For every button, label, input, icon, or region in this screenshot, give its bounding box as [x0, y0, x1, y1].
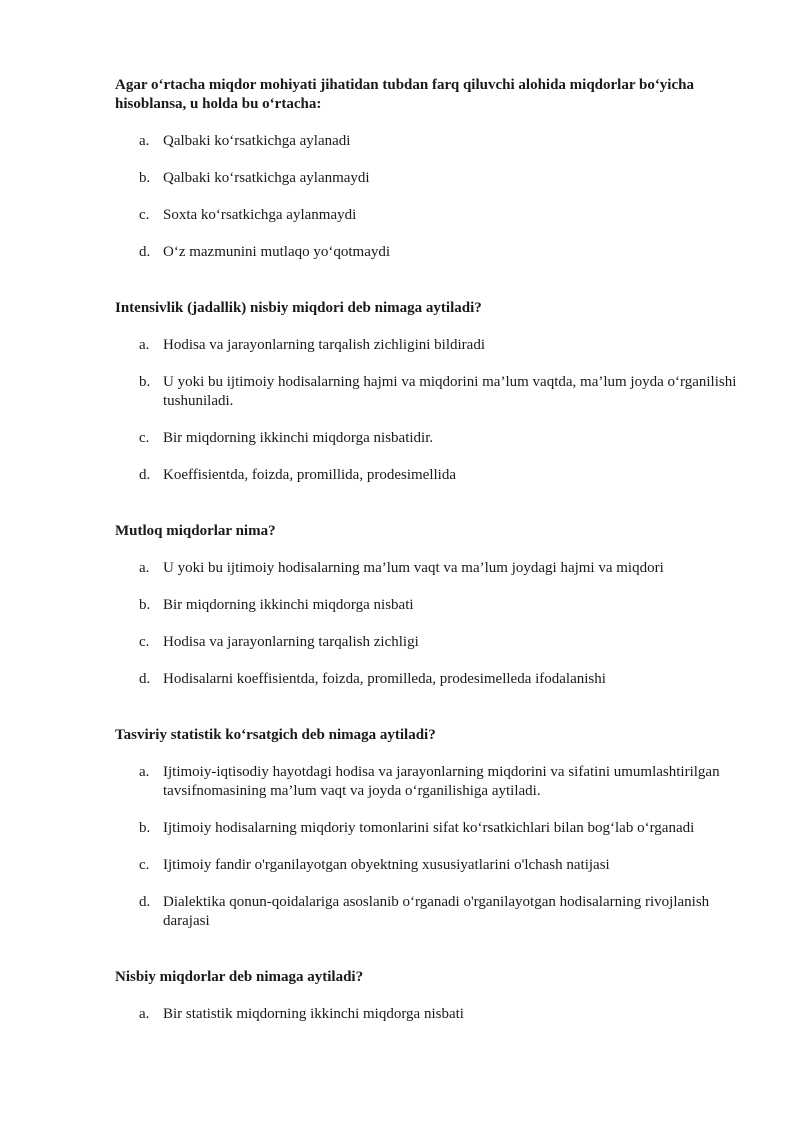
option-letter: b.	[139, 597, 151, 613]
answer-option-c	[115, 206, 750, 225]
question-4	[115, 726, 750, 931]
option-text: Qalbaki ko‘rsatkichga aylanmaydi	[163, 170, 370, 186]
option-text: Bir statistik miqdorning ikkinchi miqdorga nisbati	[163, 1006, 464, 1022]
option-letter: c.	[139, 430, 150, 446]
option-letter: b.	[139, 820, 151, 836]
option-letter: d.	[139, 894, 151, 910]
option-letter: a.	[139, 1006, 150, 1022]
question-text: Nisbiy miqdorlar deb nimaga aytiladi?	[115, 969, 364, 985]
answer-option-c	[115, 856, 750, 875]
option-text: Soxta ko‘rsatkichga aylanmaydi	[163, 207, 357, 223]
answer-options	[115, 763, 750, 931]
option-text: Hodisa va jarayonlarning tarqalish zichligi	[163, 634, 419, 650]
option-text: Bir miqdorning ikkinchi miqdorga nisbatidir.	[163, 430, 434, 446]
option-letter: c.	[139, 207, 150, 223]
option-letter: c.	[139, 634, 150, 650]
option-letter: a.	[139, 764, 150, 780]
option-letter: b.	[139, 374, 151, 390]
option-text: O‘z mazmunini mutlaqo yo‘qotmaydi	[163, 244, 391, 260]
answer-option-b	[115, 373, 750, 411]
question-2	[115, 299, 750, 485]
option-letter: a.	[139, 133, 150, 149]
option-letter: d.	[139, 467, 151, 483]
answer-option-c	[115, 429, 750, 448]
question-text: Tasviriy statistik ko‘rsatgich deb nimaga aytiladi?	[115, 727, 436, 743]
answer-option-a	[115, 1005, 750, 1024]
answer-option-a	[115, 559, 750, 578]
answer-option-b	[115, 596, 750, 615]
option-text: Koeffisientda, foizda, promillida, prodesimellida	[163, 467, 456, 483]
answer-option-b	[115, 819, 750, 838]
answer-option-c	[115, 633, 750, 652]
answer-option-a	[115, 763, 750, 801]
answer-options	[115, 1005, 750, 1024]
option-text: Ijtimoiy fandir o'rganilayotgan obyektning xususiyatlarini o'lchash natijasi	[163, 857, 610, 873]
answer-option-d	[115, 243, 750, 262]
option-letter: d.	[139, 671, 151, 687]
answer-option-a	[115, 132, 750, 151]
option-text: Qalbaki ko‘rsatkichga aylanadi	[163, 133, 351, 149]
question-spacer	[115, 949, 750, 968]
option-text: Ijtimoiy hodisalarning miqdoriy tomonlarini sifat ko‘rsatkichlari bilan bog‘lab o‘rganadi	[163, 820, 695, 836]
question-text: Agar o‘rtacha miqdor mohiyati jihatidan tubdan farq qiluvchi alohida miqdorlar bo‘yicha hisoblansa, u holda bu o‘rtacha:	[115, 77, 694, 112]
answer-option-d	[115, 893, 750, 931]
option-letter: b.	[139, 170, 151, 186]
option-text: U yoki bu ijtimoiy hodisalarning ma’lum vaqt va ma’lum joydagi hajmi va miqdori	[163, 560, 664, 576]
option-letter: d.	[139, 244, 151, 260]
option-text: Ijtimoiy-iqtisodiy hayotdagi hodisa va jarayonlarning miqdorini va sifatini umumlashtirilgan tavsifnomasining ma’lum vaqt va joyda o‘rganilishiga aytiladi.	[163, 764, 720, 799]
option-letter: a.	[139, 337, 150, 353]
option-letter: c.	[139, 857, 150, 873]
question-text: Mutloq miqdorlar nima?	[115, 523, 276, 539]
answer-option-d	[115, 466, 750, 485]
question-spacer	[115, 503, 750, 522]
answer-option-b	[115, 169, 750, 188]
answer-options	[115, 132, 750, 262]
question-5	[115, 968, 750, 1024]
option-text: Hodisa va jarayonlarning tarqalish zichligini bildiradi	[163, 337, 485, 353]
answer-option-d	[115, 670, 750, 689]
document-page	[115, 76, 750, 1042]
question-text: Intensivlik (jadallik) nisbiy miqdori deb nimaga aytiladi?	[115, 300, 482, 316]
question-spacer	[115, 707, 750, 726]
question-spacer	[115, 280, 750, 299]
option-text: Hodisalarni koeffisientda, foizda, promilleda, prodesimelleda ifodalanishi	[163, 671, 606, 687]
answer-option-a	[115, 336, 750, 355]
question-3	[115, 522, 750, 689]
option-text: U yoki bu ijtimoiy hodisalarning hajmi va miqdorini ma’lum vaqtda, ma’lum joyda o‘rganilishi tushuniladi.	[163, 374, 737, 409]
option-letter: a.	[139, 560, 150, 576]
question-1	[115, 76, 750, 262]
option-text: Bir miqdorning ikkinchi miqdorga nisbati	[163, 597, 414, 613]
answer-options	[115, 559, 750, 689]
option-text: Dialektika qonun-qoidalariga asoslanib o‘rganadi o'rganilayotgan hodisalarning rivojlanish darajasi	[163, 894, 710, 929]
answer-options	[115, 336, 750, 485]
